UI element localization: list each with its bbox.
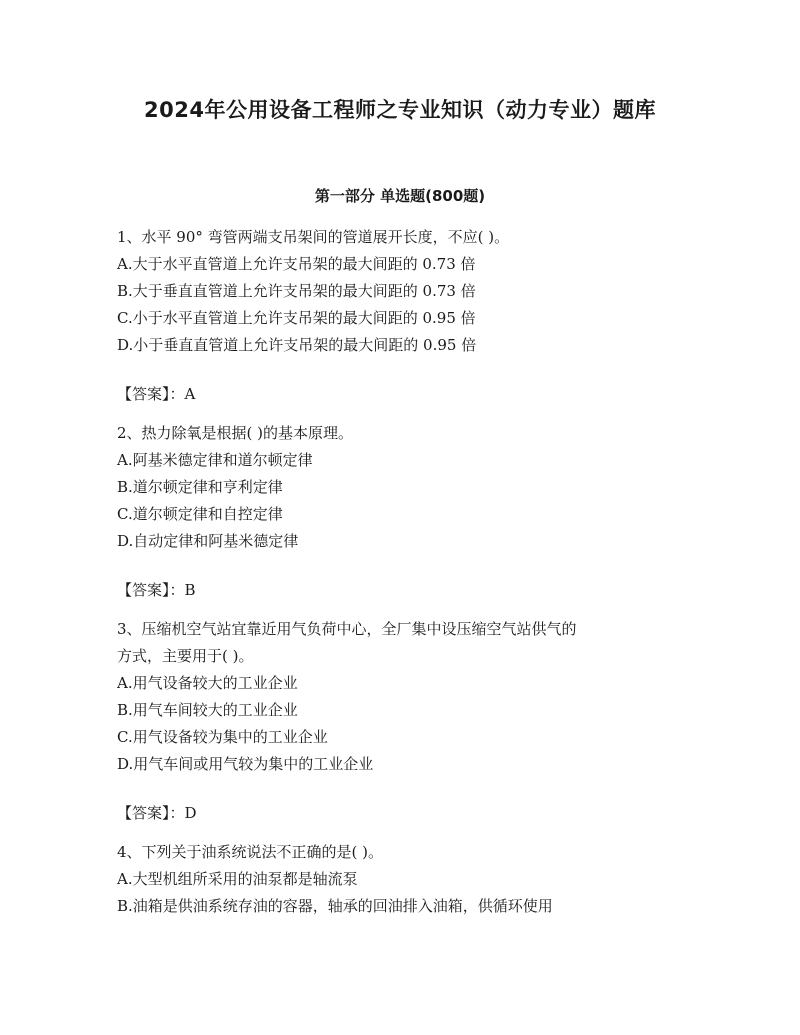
question-stem: 1、水平 90° 弯管两端支吊架间的管道展开长度，不应( )。 — [117, 228, 510, 246]
question-2 — [117, 420, 687, 604]
option-a: A.大于水平直管道上允许支吊架的最大间距的 0.73 倍 — [117, 255, 476, 273]
option-b: B.油箱是供油系统存油的容器，轴承的回油排入油箱，供循环使用 — [117, 897, 553, 915]
option-d: D.用气车间或用气较为集中的工业企业 — [117, 755, 374, 773]
question-stem: 4、下列关于油系统说法不正确的是( )。 — [117, 843, 384, 861]
option-d: D.自动定律和阿基米德定律 — [117, 532, 299, 550]
answer-label: 【答案】：B — [117, 581, 196, 599]
option-b: B.用气车间较大的工业企业 — [117, 701, 298, 719]
section-title: 第一部分 单选题(800题) — [314, 187, 486, 205]
question-4 — [117, 839, 687, 920]
option-a: A.大型机组所采用的油泵都是轴流泵 — [117, 870, 358, 888]
option-c: C.道尔顿定律和自控定律 — [117, 505, 283, 523]
option-d: D.小于垂直直管道上允许支吊架的最大间距的 0.95 倍 — [117, 336, 477, 354]
question-stem-line-2: 方式，主要用于( )。 — [117, 647, 254, 665]
option-c: C.小于水平直管道上允许支吊架的最大间距的 0.95 倍 — [117, 309, 476, 327]
option-b: B.大于垂直直管道上允许支吊架的最大间距的 0.73 倍 — [117, 282, 476, 300]
question-stem-line-1: 3、压缩机空气站宜靠近用气负荷中心，全厂集中设压缩空气站供气的 — [117, 620, 577, 638]
option-a: A.阿基米德定律和道尔顿定律 — [117, 451, 313, 469]
option-c: C.用气设备较为集中的工业企业 — [117, 728, 328, 746]
answer-label: 【答案】：A — [117, 385, 196, 403]
answer-label: 【答案】：D — [117, 804, 197, 822]
question-1 — [117, 224, 687, 408]
question-list — [117, 224, 687, 920]
question-stem: 2、热力除氧是根据( )的基本原理。 — [117, 424, 354, 442]
question-3 — [117, 616, 687, 827]
option-b: B.道尔顿定律和亨利定律 — [117, 478, 283, 496]
document-title: 2024年公用设备工程师之专业知识（动力专业）题库 — [144, 98, 656, 122]
option-a: A.用气设备较大的工业企业 — [117, 674, 298, 692]
